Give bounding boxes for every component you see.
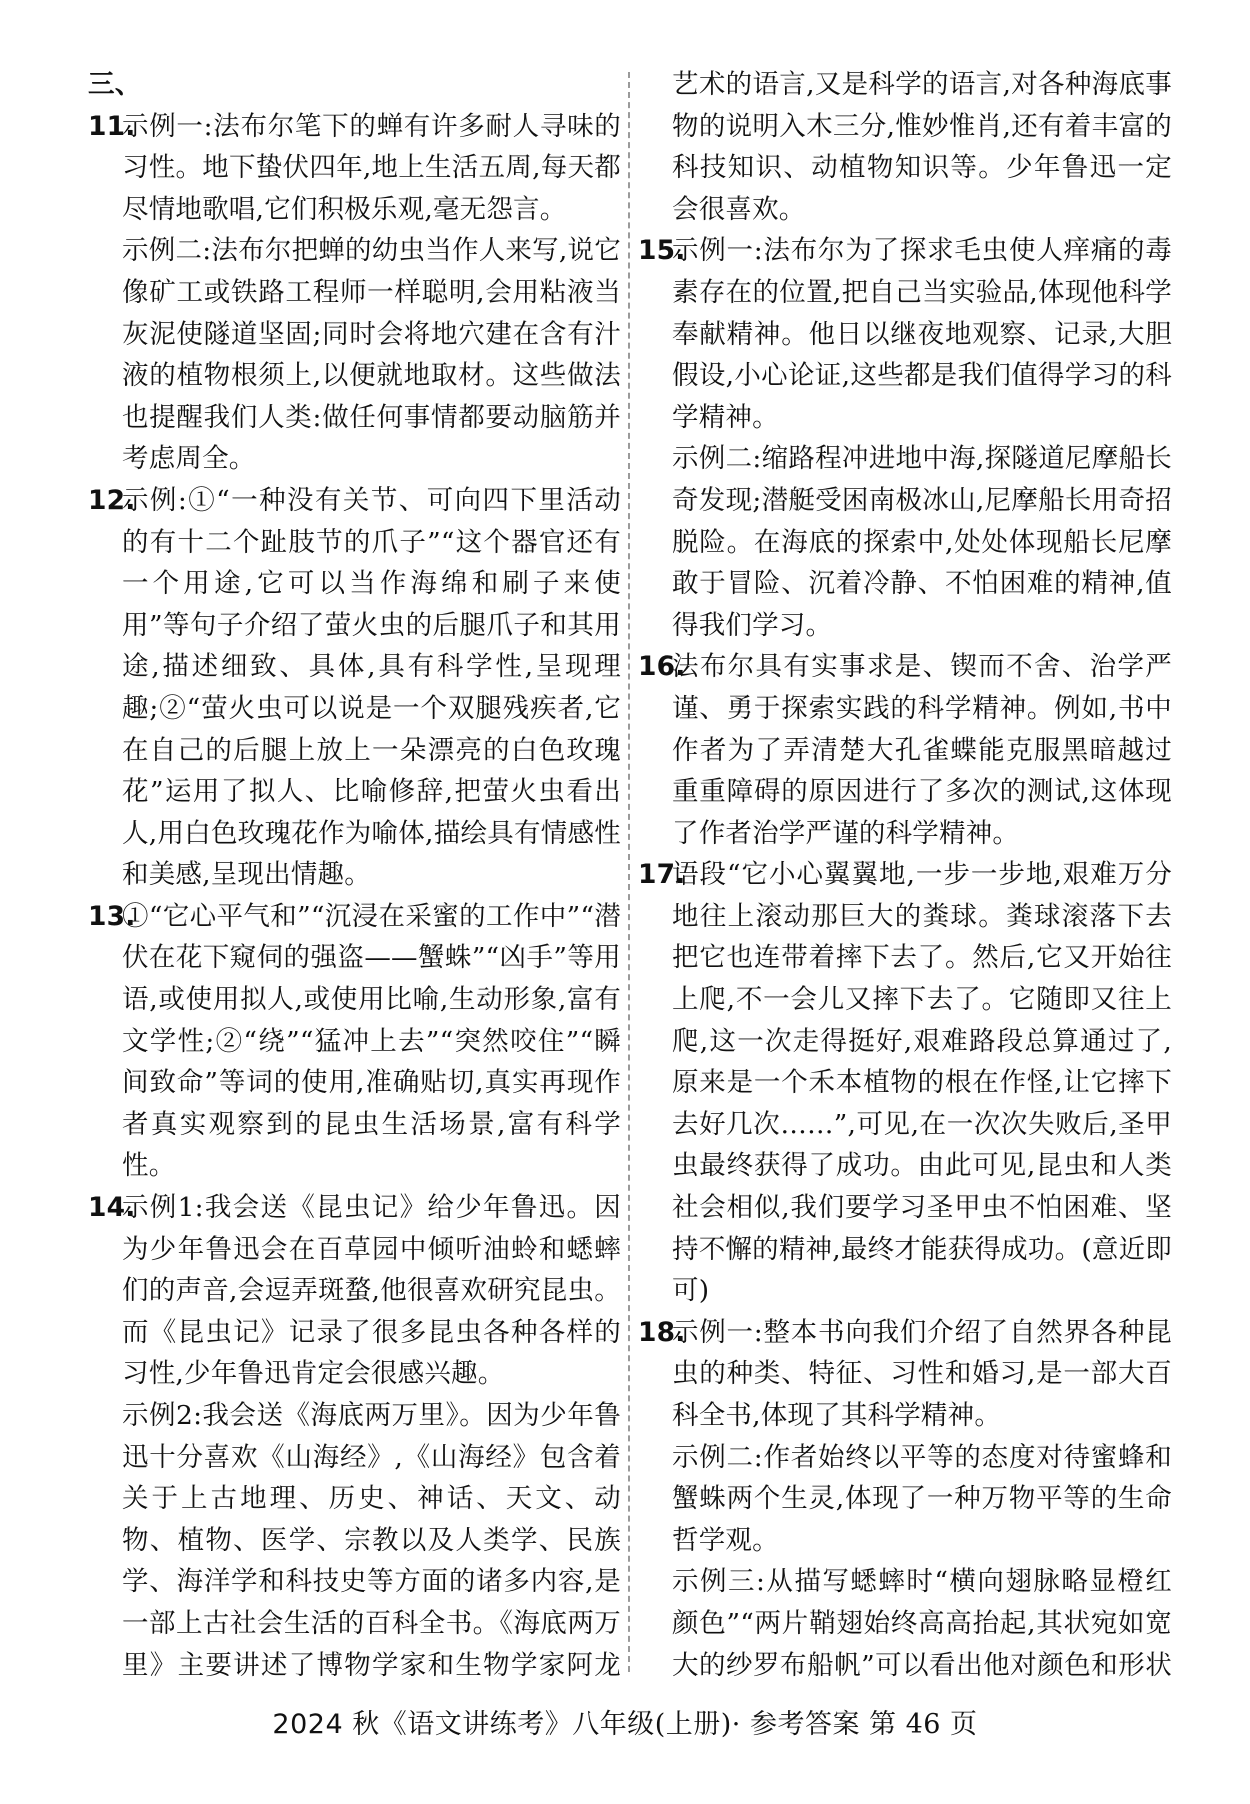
- answer-paragraph: 示例二:缩路程冲进地中海,探隧道尼摩船长奇发现;潜艇受困南极冰山,尼摩船长用奇招脱险。在海底的探索中,处处体现船长尼摩敢于冒险、沉着冷静、不怕困难的精神,值得我们学习。: [672, 443, 1172, 641]
- answer-paragraph: 示例一:法布尔为了探求毛虫使人痒痛的毒素存在的位置,把自己当实验品,体现他科学奉献精神。他日以继夜地观察、记录,大胆假设,小心论证,这些都是我们值得学习的科学精神。: [672, 235, 1172, 433]
- answer-number: 12.: [88, 484, 136, 516]
- answer-number: 14.: [88, 1192, 136, 1224]
- answer-paragraph: 示例1:我会送《昆虫记》给少年鲁迅。因为少年鲁迅会在百草园中倾听油蛉和蟋蟀们的声音,会逗弄斑蝥,他很喜欢研究昆虫。而《昆虫记》记录了很多昆虫各种各样的习性,少年鲁迅肯定会很感兴趣。: [122, 1192, 621, 1390]
- answer-paragraph: 艺术的语言,又是科学的语言,对各种海底事物的说明入木三分,惟妙惟肖,还有着丰富的科技知识、动植物知识等。少年鲁迅一定会很喜欢。: [672, 69, 1172, 225]
- answer-paragraph: 语段“它小心翼翼地,一步一步地,艰难万分地往上滚动那巨大的粪球。粪球滚落下去把它也连带着摔下去了。然后,它又开始往上爬,不一会儿又摔下去了。它随即又往上爬,这一次走得挺好,艰难路段总算通过了,原来是一个禾本植物的根在作怪,让它摔下去好几次……”,可见,在一次次失败后,圣甲虫最终获得了成功。由此可见,昆虫和人类社会相似,我们要学习圣甲虫不怕困难、坚持不懈的精神,最终才能获得成功。(意近即可): [672, 859, 1172, 1307]
- answer-paragraph: ①“它心平气和”“沉浸在采蜜的工作中”“潜伏在花下窥伺的强盗——蟹蛛”“凶手”等用语,或使用拟人,或使用比喻,生动形象,富有文学性;②“绕”“猛冲上去”“突然咬住”“瞬间致命”等词的使用,准确贴切,真实再现作者真实观察到的昆虫生活场景,富有科学性。: [122, 900, 621, 1182]
- answer-paragraph: 法布尔具有实事求是、锲而不舍、治学严谨、勇于探索实践的科学精神。例如,书中作者为了弄清楚大孔雀蝶能克服黑暗越过重重障碍的原因进行了多次的测试,这体现了作者治学严谨的科学精神。: [672, 651, 1172, 849]
- footer-text: 秋《语文讲练考》八年级(上册)· 参考答案 第 46 页: [343, 1709, 978, 1740]
- section-heading: 三、: [88, 69, 142, 100]
- answer-number: 18.: [638, 1316, 686, 1348]
- answer-paragraph: 示例2:我会送《海底两万里》。因为少年鲁迅十分喜欢《山海经》,《山海经》包含着关于上古地理、历史、神话、天文、动物、植物、医学、宗教以及人类学、民族学、海洋学和科技史等方面的诸多内容,是一部上古社会生活的百科全书。《海底两万里》主要讲述了博物学家和生物学家阿龙: [122, 1400, 621, 1681]
- answer-item: [638, 646, 1172, 854]
- answer-number: 15.: [638, 235, 686, 267]
- answer-paragraph: 示例:①“一种没有关节、可向四下里活动的有十二个趾肢节的爪子”“这个器官还有一个用途,它可以当作海绵和刷子来使用”等句子介绍了萤火虫的后腿爪子和其用途,描述细致、具体,具有科学性,呈现理趣;②“萤火虫可以说是一个双腿残疾者,它在自己的后腿上放上一朵漂亮的白色玫瑰花”运用了拟人、比喻修辞,把萤火虫看出人,用白色玫瑰花作为喻体,描绘具有情感性和美感,呈现出情趣。: [122, 484, 621, 891]
- left-column: [88, 64, 621, 1689]
- answer-item: [88, 480, 621, 896]
- answer-paragraph: 示例二:作者始终以平等的态度对待蜜蜂和蟹蛛两个生灵,体现了一种万物平等的生命哲学观。: [672, 1441, 1172, 1556]
- right-column: [638, 64, 1172, 1689]
- answer-number: 17.: [638, 859, 686, 891]
- right-questions: [638, 64, 1172, 1689]
- answer-item: [88, 1187, 621, 1689]
- answer-number: 16.: [638, 651, 686, 683]
- answer-item: [88, 106, 621, 480]
- answer-paragraph: 示例三:从描写蟋蟀时“横向翅脉略显橙红颜色”“两片鞘翅始终高高抬起,其状宛如宽大的纱罗布船帆”可以看出他对颜色和形状: [672, 1566, 1172, 1681]
- answer-number: 11.: [88, 110, 136, 142]
- answer-item: [638, 230, 1172, 646]
- footer-year: 2024: [272, 1709, 344, 1740]
- page-footer: [0, 1702, 1250, 1741]
- answer-number: 13.: [88, 900, 136, 932]
- left-questions: [88, 106, 621, 1689]
- answer-item: [638, 64, 1172, 230]
- answer-paragraph: 示例一:法布尔笔下的蝉有许多耐人寻味的习性。地下蛰伏四年,地上生活五周,每天都尽情地歌唱,它们积极乐观,毫无怨言。: [122, 110, 621, 225]
- answer-paragraph: 示例一:整本书向我们介绍了自然界各种昆虫的种类、特征、习性和婚习,是一部大百科全书,体现了其科学精神。: [672, 1316, 1172, 1431]
- answer-paragraph: 示例二:法布尔把蝉的幼虫当作人来写,说它像矿工或铁路工程师一样聪明,会用粘液当灰泥使隧道坚固;同时会将地穴建在含有汁液的植物根须上,以便就地取材。这些做法也提醒我们人类:做任何事情都要动脑筋并考虑周全。: [122, 235, 621, 475]
- column-divider: [628, 72, 630, 1672]
- answer-item: [638, 1312, 1172, 1689]
- answer-item: [638, 854, 1172, 1312]
- answer-item: [88, 896, 621, 1187]
